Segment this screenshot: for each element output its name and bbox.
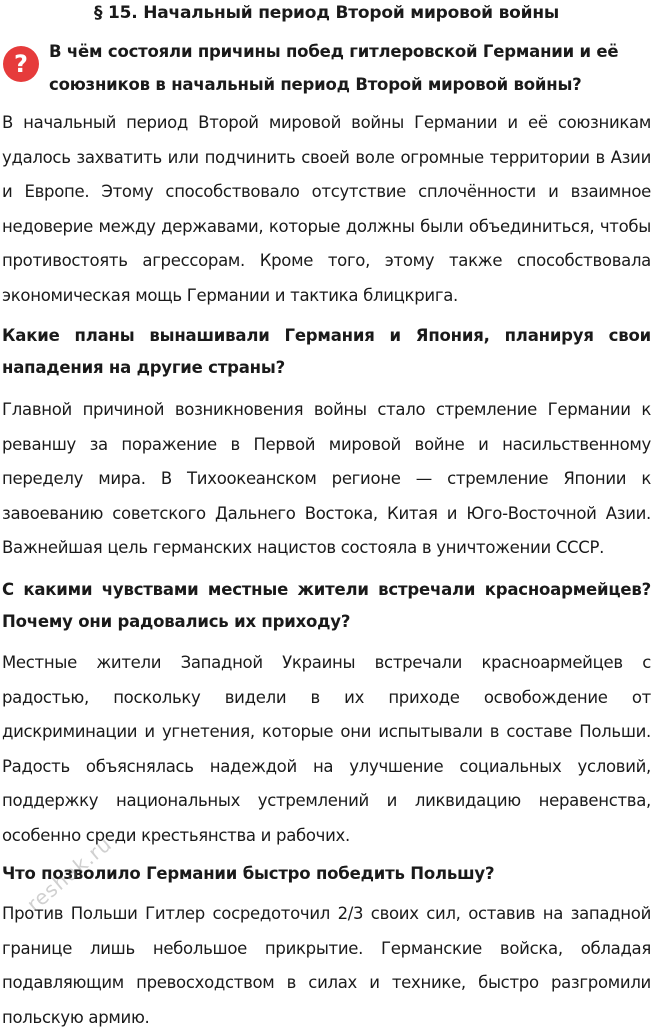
site-watermark: reshak.ru bbox=[22, 831, 117, 917]
answer-paragraph-2: Главной причиной возникновения войны стало стремление Германии к реваншу за поражение в Первой мировой войне и насильственному переделу мира. В Тихоокеанском регионе — стремление Японии к завоеванию советского Дальнего Востока, Китая и Юго-Восточной Азии. Важнейшая цель германских нацистов состояла в уничтожении СССР. bbox=[2, 400, 651, 557]
page-title: § 15. Начальный период Второй мировой войны bbox=[93, 3, 560, 23]
answer-paragraph-1: В начальный период Второй мировой войны Германии и её союзникам удалось захватить или подчинить своей воле огромные территории в Азии и Европе. Этому способствовало отсутствие сплочённости и взаимное недоверие между державами, которые должны были объединиться, чтобы противостоять агрессорам. Кроме того, этому также способствовала экономическая мощь Германии и тактика блицкрига. bbox=[2, 113, 651, 305]
question-heading-1: В чём состояли причины побед гитлеровской Германии и её союзников в начальный период Второй мировой войны? bbox=[49, 42, 619, 94]
question-heading-2: Какие планы вынашивали Германия и Япония, планируя свои нападения на другие страны? bbox=[2, 326, 651, 377]
answer-paragraph-3: Местные жители Западной Украины встречали красноармейцев с радостью, поскольку видели в их приходе освобождение от дискриминации и угнетения, которые они испытывали в составе Польши. Радость объяснялась надеждой на улучшение социальных условий, поддержку национальных устремлений и ликвидацию неравенства, особенно среди крестьянства и рабочих. bbox=[2, 653, 651, 845]
question-heading-4: Что позволило Германии быстро победить Польшу? bbox=[2, 864, 495, 883]
question-heading-3: С какими чувствами местные жители встречали красноармейцев? Почему они радовались их приходу? bbox=[2, 580, 651, 631]
question-circle-icon: ? bbox=[3, 46, 39, 82]
answer-paragraph-4: Против Польши Гитлер сосредоточил 2/3 своих сил, оставив на западной границе лишь небольшое прикрытие. Германские войска, обладая подавляющим превосходством в силах и технике, быстро разгромили польскую армию. bbox=[2, 904, 651, 1027]
